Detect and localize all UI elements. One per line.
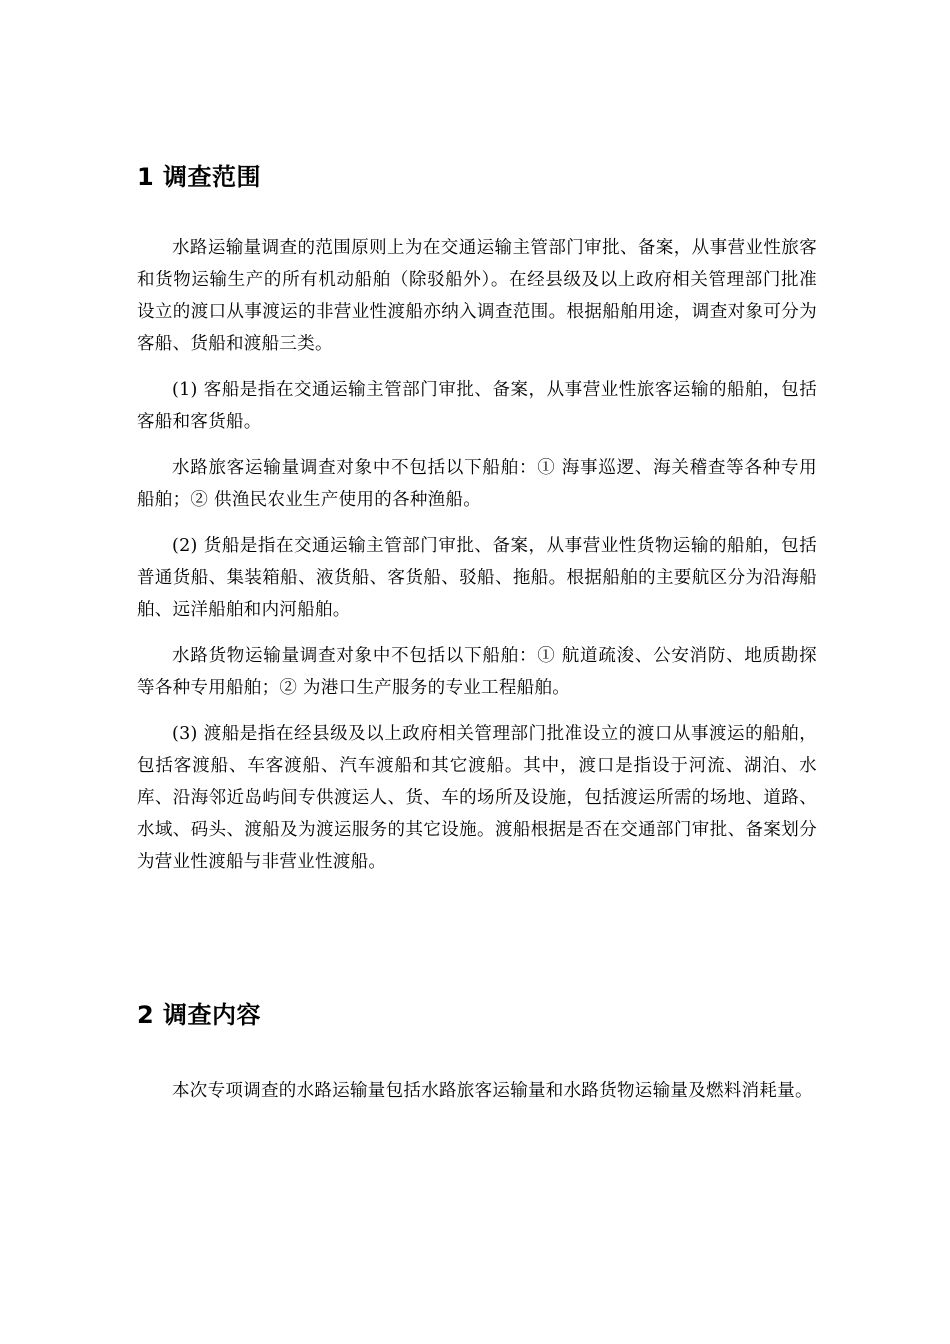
section-heading-survey-content: 2 调查内容 <box>137 1001 262 1029</box>
paragraph-scope-principle: 水路运输量调查的范围原则上为在交通运输主管部门审批、备案，从事营业性旅客和货物运输生产的所有机动船舶（除驳船外）。在经县级及以上政府相关管理部门批准设立的渡口从事渡运的非营业性渡船亦纳入调查范围。根据船舶用途，调查对象可分为客船、货船和渡船三类。 <box>137 238 817 354</box>
section-heading-survey-scope: 1 调查范围 <box>137 163 262 191</box>
paragraph-passenger-ship: (1) 客船是指在交通运输主管部门审批、备案，从事营业性旅客运输的船舶，包括客船和客货船。 <box>137 380 817 432</box>
paragraph-ferry: (3) 渡船是指在经县级及以上政府相关管理部门批准设立的渡口从事渡运的船舶，包括客渡船、车客渡船、汽车渡船和其它渡船。其中，渡口是指设于河流、湖泊、水库、沿海邻近岛屿间专供渡运人、货、车的场所及设施，包括渡运所需的场地、道路、水域、码头、渡船及为渡运服务的其它设施。渡船根据是否在交通部门审批、备案划分为营业性渡船与非营业性渡船。 <box>137 724 817 872</box>
paragraph-cargo-exclusions: 水路货物运输量调查对象中不包括以下船舶：① 航道疏浚、公安消防、地质勘探等各种专用船舶；② 为港口生产服务的专业工程船舶。 <box>137 646 817 698</box>
section-body-survey-content <box>137 1075 817 1107</box>
paragraph-survey-content: 本次专项调查的水路运输量包括水路旅客运输量和水路货物运输量及燃料消耗量。 <box>172 1081 813 1101</box>
paragraph-cargo-ship: (2) 货船是指在交通运输主管部门审批、备案，从事营业性货物运输的船舶，包括普通货船、集装箱船、液货船、客货船、驳船、拖船。根据船舶的主要航区分为沿海船舶、远洋船舶和内河船舶。 <box>137 536 817 620</box>
section-body-survey-scope <box>137 232 817 878</box>
paragraph-passenger-exclusions: 水路旅客运输量调查对象中不包括以下船舶：① 海事巡逻、海关稽查等各种专用船舶；② 供渔民农业生产使用的各种渔船。 <box>137 458 817 510</box>
